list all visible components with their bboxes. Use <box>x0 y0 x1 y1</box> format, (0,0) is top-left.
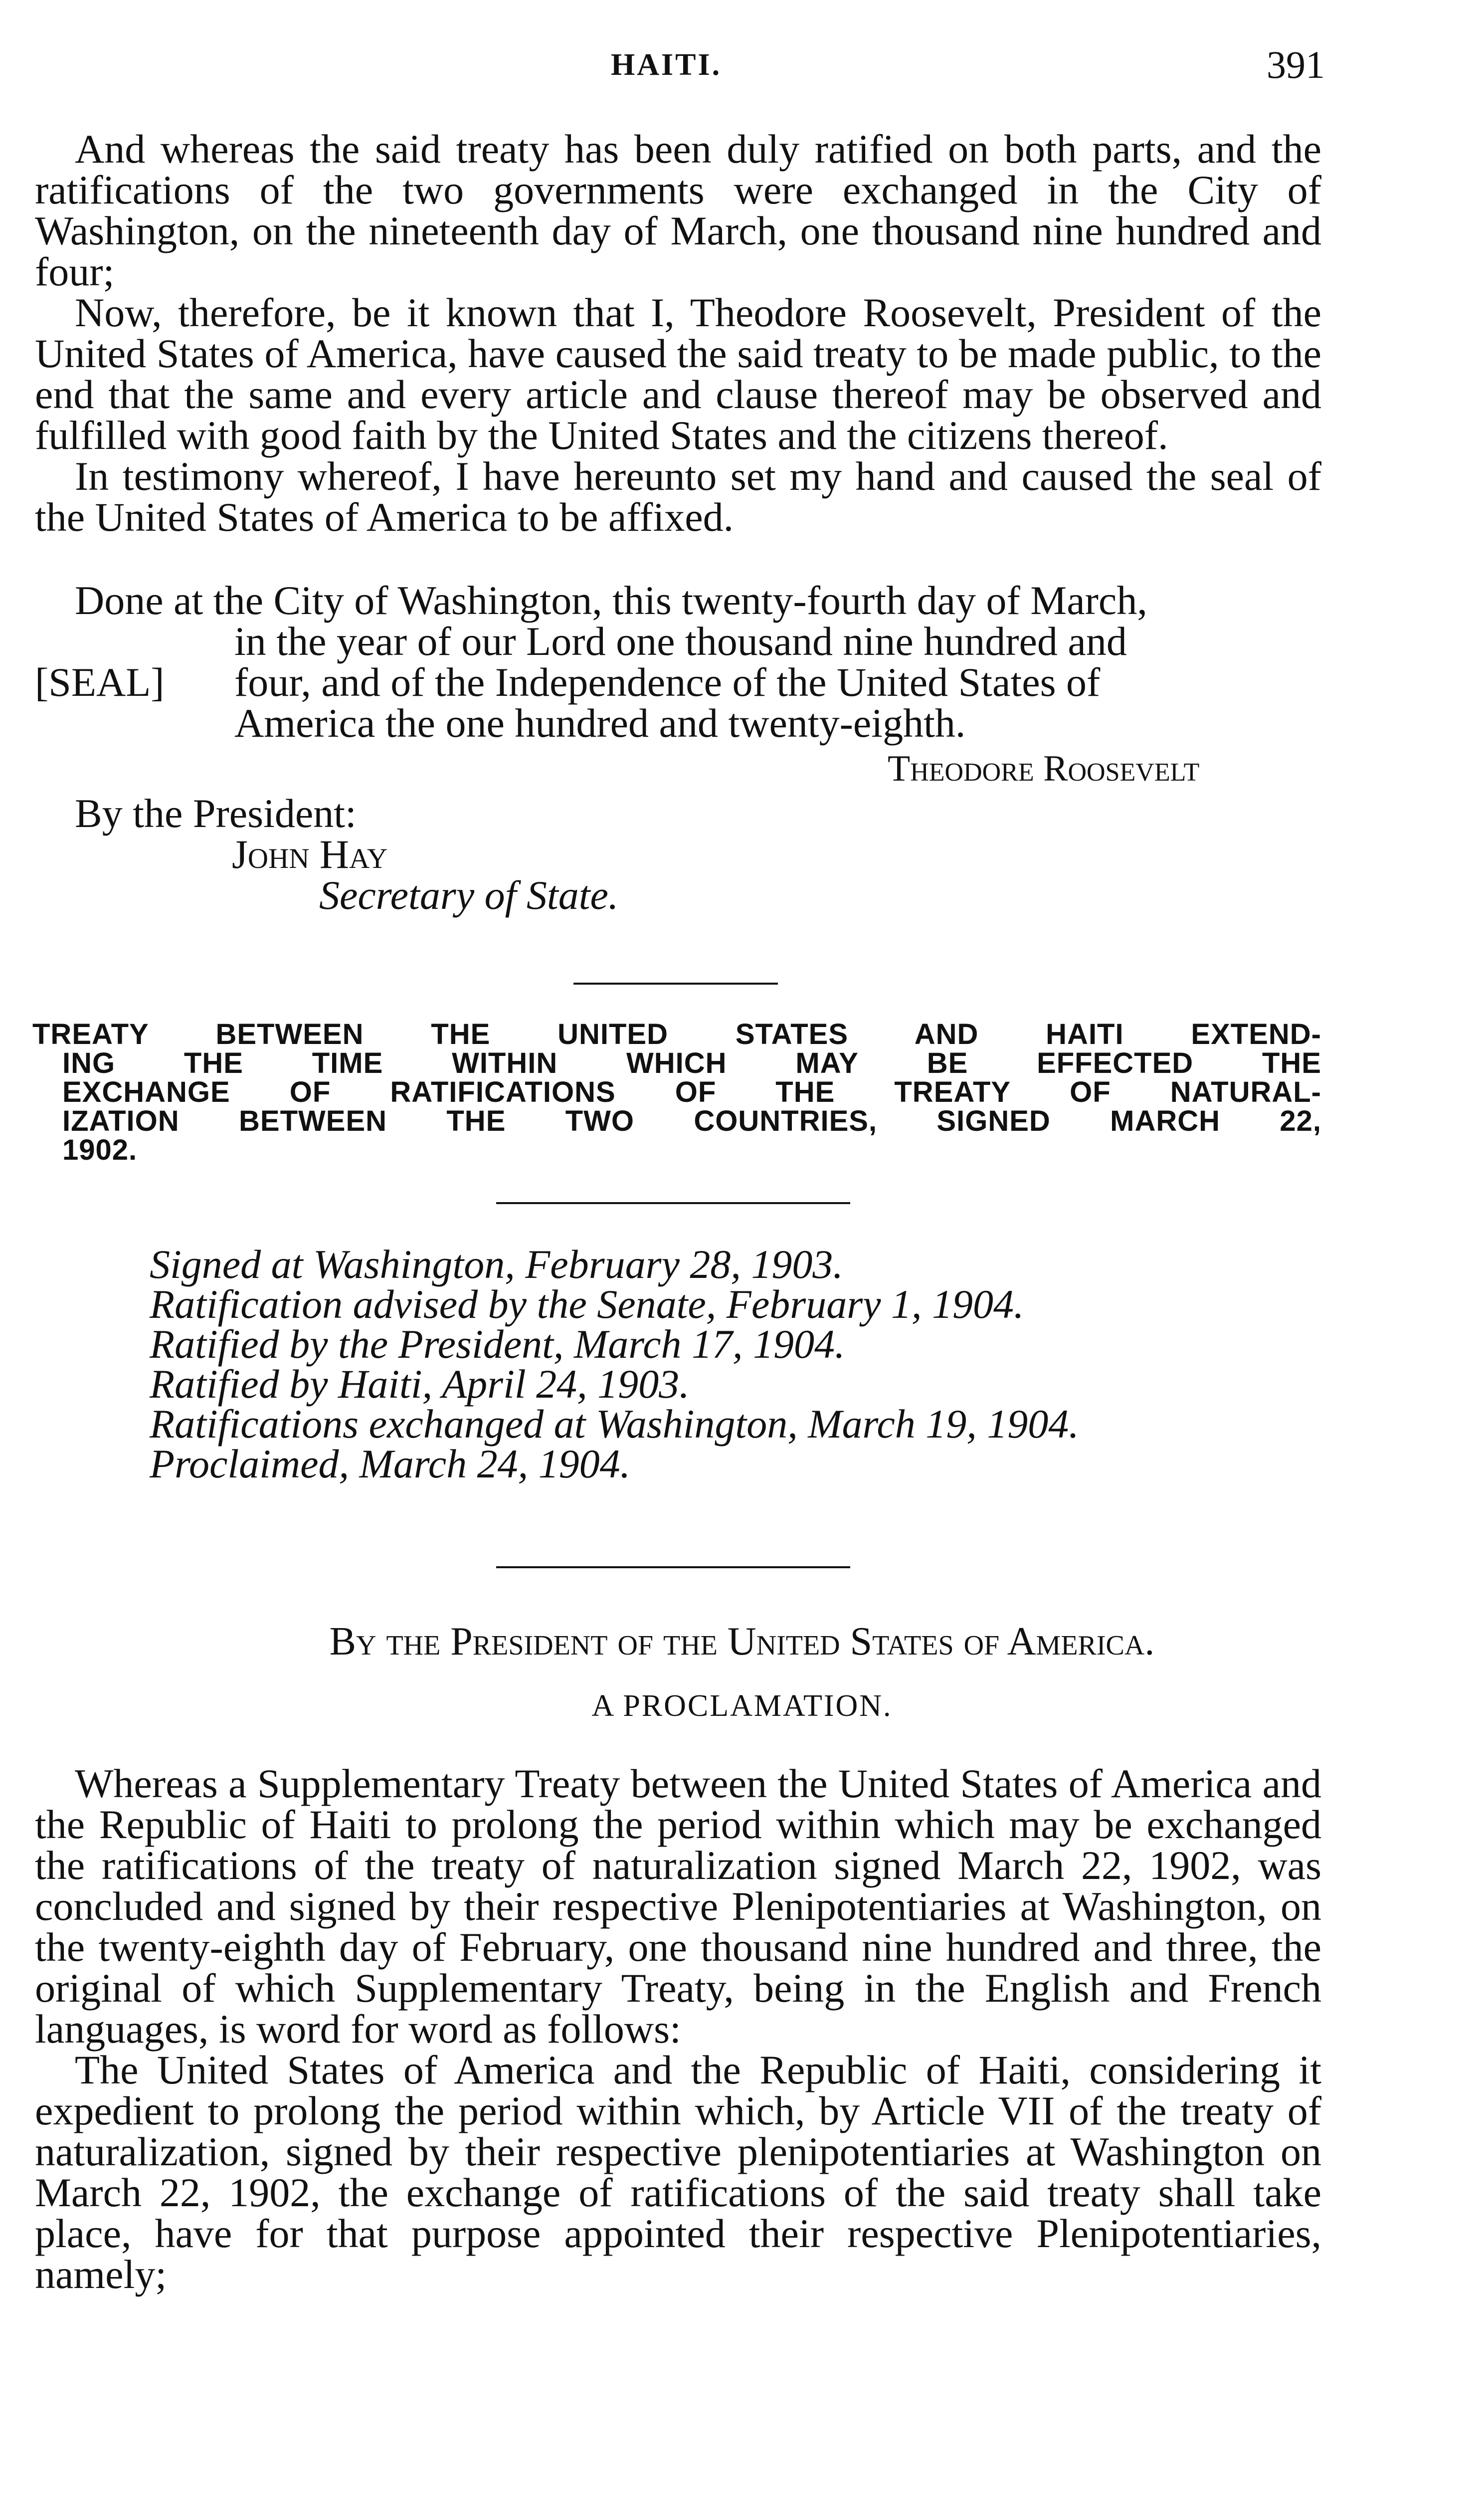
by-line: By the President of the United States of America. <box>329 1620 1155 1663</box>
secretary-name: John Hay <box>232 831 388 877</box>
treaty-heading-line: TREATY BETWEEN THE UNITED STATES AND HAITI EXTEND- <box>32 1018 1321 1050</box>
divider <box>496 1202 850 1204</box>
ratification-dates <box>150 1242 1079 1486</box>
by-the-president: By the President: <box>75 791 357 836</box>
date-line: Ratifications exchanged at Washington, March 19, 1904. <box>150 1401 1079 1447</box>
done-line-2: in the year of our Lord one thousand nine hundred and <box>234 619 1127 664</box>
done-line-1: Done at the City of Washington, this twenty-fourth day of March, <box>75 578 1147 623</box>
divider <box>573 983 778 985</box>
signature: Theodore Roosevelt <box>888 748 1200 789</box>
treaty-heading-line: EXCHANGE OF RATIFICATIONS OF THE TREATY OF NATURAL- <box>62 1076 1321 1108</box>
paragraph: Now, therefore, be it known that I, Theodore Roosevelt, President of the United States of America, have caused the said treaty to be made public, to the end that the same and every article and clause thereof may be observed and fulfilled with good faith by the United States and the citizens thereof. <box>35 290 1321 458</box>
proclamation-body <box>35 1763 1321 2295</box>
proclamation-end-block <box>35 126 1321 540</box>
done-line-3: four, and of the Independence of the United States of <box>234 659 1101 705</box>
divider <box>496 1566 850 1568</box>
date-line: Proclaimed, March 24, 1904. <box>150 1441 631 1486</box>
date-line: Ratified by the President, March 17, 1904. <box>150 1321 845 1367</box>
paragraph: Whereas a Supplementary Treaty between the United States of America and the Republic of Haiti to prolong the period within which may be exchanged the ratifications of the treaty of naturalization signed March 22, 1902, was concluded and signed by their respective Plenipotentiaries at Washington, on the twenty-eighth day of February, one thousand nine hundred and three, the original of which Supplementary Treaty, being in the English and French languages, is word for word as follows: <box>35 1761 1321 2052</box>
paragraph: The United States of America and the Republic of Haiti, considering it expedient to prolong the period within which, by Article VII of the treaty of naturalization, signed by their respective plenipotentiaries at Washington on March 22, 1902, the exchange of ratifications of the said treaty shall take place, have for that purpose appointed their respective Plenipotentiaries, namely; <box>35 2047 1321 2297</box>
paragraph: In testimony whereof, I have hereunto set my hand and caused the seal of the United States of America to be affixed. <box>35 453 1321 540</box>
treaty-heading-line: IZATION BETWEEN THE TWO COUNTRIES, SIGNED MARCH 22, <box>62 1105 1321 1137</box>
date-line: Signed at Washington, February 28, 1903. <box>150 1242 843 1287</box>
page-number: 391 <box>1267 43 1325 86</box>
date-line: Ratified by Haiti, April 24, 1903. <box>150 1361 690 1407</box>
seal-mark: [SEAL] <box>35 659 165 705</box>
running-title: HAITI. <box>611 48 722 82</box>
proclamation-title: A PROCLAMATION. <box>591 1689 893 1723</box>
paragraph: And whereas the said treaty has been duly ratified on both parts, and the ratifications of the two governments were exchanged in the City of Washington, on the nineteenth day of March, one thousand nine hundred and four; <box>35 126 1321 294</box>
treaty-heading <box>32 1020 1321 1165</box>
done-line-4: America the one hundred and twenty-eighth. <box>234 700 966 746</box>
secretary-title: Secretary of State. <box>319 872 619 918</box>
treaty-heading-line: 1902. <box>62 1134 138 1166</box>
treaty-heading-line: ING THE TIME WITHIN WHICH MAY BE EFFECTED THE <box>62 1047 1321 1079</box>
date-line: Ratification advised by the Senate, February 1, 1904. <box>150 1281 1024 1327</box>
